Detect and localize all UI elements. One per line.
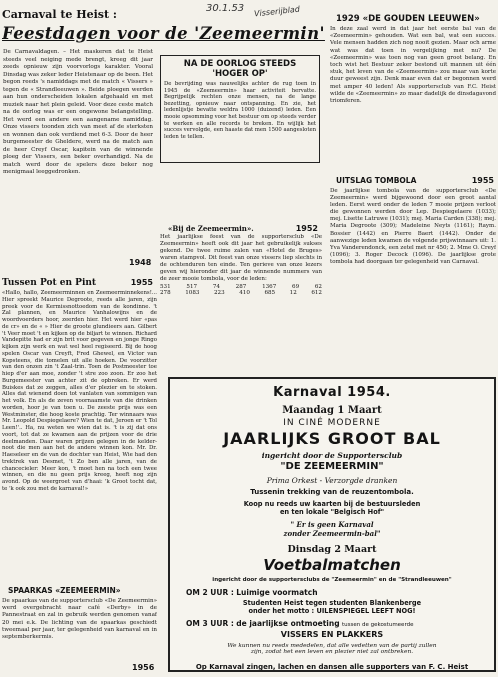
tombola-body: De jaarlijkse tombola van de supportersclub «De Zeemeermin» werd bijgewoond door een groot aantal leden. Eerst werd onder de leden 7 mooie prijzen verloot die gewonnen werden door Lep. Despiegelaere (1033); mej. Lisette Latruwe (1031); mej. Maria Carden (338); mej. Maria Degroote (309); Madeleine Neyts (1161); Raym. Bossier (1442) en Pierre Baert (1442). Onder de aanwezige leden kwamen de volgende prijswinnaars uit: 1. Yva Vanderendonck, een zetel met nr 450; 2. Mme O. Creyf (1096); 3. Roger Decock (1096). De jaarlijkse grote tombola had doorgaan ter gelegenheid van Carnaval.	[330, 188, 496, 265]
poster-time1-row	[186, 588, 494, 597]
sparkas-year: 1956	[132, 663, 155, 672]
carnaval-headline: Feestdagen voor de 'Zeemeermin'	[2, 24, 325, 43]
handwritten-source: Visserijblad	[253, 4, 301, 19]
pot-article	[2, 278, 157, 578]
bij-number: 278	[160, 290, 171, 296]
poster-tickets-line2: en ten lokale "Belgisch Hof"	[279, 508, 385, 516]
bij-body: Het jaarlijkse feest van de supportersclub «De Zeemeermin» heeft ook dit jaar het gebruikelijk sukses gekend. De twee ruime zalen van «Hotel de Bruges» waren stampvol. Dit feest van onze vissers liep slechts in de ochtenduren ten einde. Ten gerieve van onze lezers geven wij hieronder dit jaar de winnende nummers van de zeer mooie tombola, voor de leden:	[160, 234, 322, 282]
poster-event1-line3: onder het motto : UILENSPIEGEL LEEFT NOG!	[248, 607, 416, 615]
leeuwen-article	[330, 14, 496, 172]
poster-slogan-line2: zonder Zeemeermin-bal"	[283, 529, 381, 538]
oorlog-headline: NA DE OORLOG STEEDS 'HOGER OP'	[183, 59, 297, 79]
poster-event1: Luimige voormatch	[236, 588, 318, 597]
bij-number: 685	[264, 290, 276, 296]
poster-notice-line1: We kunnen nu reeds mededelen, dat alle vedetten van de partij zullen	[227, 643, 437, 649]
sparkas-body: De spaarkas van de supportersclub «De Zeemeermin» werd overgebracht naar café «Derby» in de Pannestraat en zal in gebruik werden genomen vanaf 20 mei e.k. De lichting van de spaarkas geschiedt tweemaal per jaar, ter gelegenheid van karnaval en in septemberkermis.	[2, 598, 157, 641]
bij-number: 531	[160, 284, 171, 290]
poster-ball: JAARLIJKS GROOT BAL	[223, 429, 441, 448]
bij-number: 69	[292, 284, 300, 290]
tombola-headline: UITSLAG TOMBOLA	[336, 176, 417, 185]
poster-time1: OM 2 UUR :	[186, 588, 234, 597]
poster-event2-line2: VISSERS EN PLAKKERS	[280, 630, 384, 639]
poster-org2: ingericht door de supportersclubs de "Zeemeermin" en de "Strandleeuwen"	[212, 577, 452, 583]
carnaval-kicker: Carnaval te Heist :	[2, 8, 117, 21]
bij-number: 74	[212, 284, 220, 290]
sparkas-article	[2, 586, 157, 674]
poster-event2: de jaarlijkse ontmoeting	[236, 619, 340, 628]
poster-day2: Dinsdag 2 Maart	[287, 544, 377, 555]
bij-number: 287	[235, 284, 247, 290]
poster-event1-line2: Studenten Heist tegen studenten Blankenberge	[242, 599, 422, 607]
sparkas-headline: SPAARKAS «ZEEMEERMIN»	[8, 586, 121, 595]
bij-number: 410	[239, 290, 250, 296]
tombola-article	[330, 176, 496, 376]
poster-time2-row	[186, 619, 494, 628]
oorlog-article	[160, 55, 320, 163]
poster-title: Karnaval 1954.	[273, 385, 391, 400]
poster-venue: IN CINÉ MODERNE	[283, 418, 381, 428]
bij-year: 1952	[295, 224, 318, 233]
bij-number: 62	[314, 284, 322, 290]
poster-orchestra: Prima Orkest - Verzorgde dranken	[266, 476, 398, 485]
poster-tickets-line1: Koop nu reeds uw kaarten bij de bestuursleden	[243, 500, 421, 508]
leeuwen-body: In deze zaal werd in dat jaar het eerste bal van de «Zeemeermin» gehouden. Wat een bal, wat een succes. Vele mensen hadden zich nog nooit gezien. Maar och arme wat was dat toen in vergelijking met nu? De «Zeemeermin» was toen nog van geen groot belang. En toch wist het Bestuur zeker bestond uit mannen uit één stuk, het leven van de «Zeemeermin» zou maar van korte duur geweest zijn. Denk maar even dat er begonnen werd met amper 40 leden! Als supportersclub van F.C. Heist wilde de «Zeemeermin» zo maar dadelijk de dinsdagavond triomferen.	[330, 26, 496, 105]
poster-day1: Maandag 1 Maart	[282, 405, 382, 416]
carnaval-body-box	[3, 49, 153, 267]
leeuwen-headline: 1929 «DE GOUDEN LEEUWEN»	[336, 14, 480, 24]
bij-number: 517	[186, 284, 198, 290]
poster-slogan-line1: " Er is geen Karnaval	[290, 520, 374, 529]
poster-footer: Op Karnaval zingen, lachen en dansen alle supporters van F. C. Heist	[195, 663, 469, 671]
tombola-year: 1955	[471, 176, 494, 185]
poster-notice-line2: zijn, zodat het een leven en plezier niet zal ontbreken.	[250, 649, 414, 655]
pot-headline: Tussen Pot en Pint	[2, 278, 97, 288]
poster-club: "DE ZEEMEERMIN"	[280, 461, 384, 472]
pot-body: «Hallo, hallo, Zeemeerminnen en Zeemeerminnekens!... Hier spreekt Maurice Degroote, reeds alle jaren, zijn preek voor de Kermissnottoedom van de kondinne. 't Zal plannen, en Maurice Vanhalowijns en de woordvoerders hoor, zeerden hier. Het werd hier «pas de cr» en de « » Hier de groote glundieers aan. Gilbert 't Veer moet 't en kijken op de biljart te winnen. Richard Vandepitte had er zijn brit voor gegeven en jonge Ringo kijken zijn werk en wat wel heel regiseerd. Bij de hoog spelen Oscar van Creyft, Fred Ghewel, en Victor van Kopsteens, die tomelen uit alle hoeken. De voorzitter van den onzen zin 't Zaal-trin. Toen de Postmeester toe hiep d'er aan moe, zonder 't stre zoo zoon. Er zoo het Burgemeester van achter zit de opbreken. Er werd Buiskes dat ze zeggen, alles d'er plezier en te stoken. Alles dat wienend doen tot vanlaten van sommigen van het volk. En als de zeven voornaamste van die drinken worden, hoor je van toen u. De zeeste prijs was een Westminster, die hoog koste prachtig. Ter winnaars was Mr. Leopold Despiegelaere? Wien te dat, Jeroen er 't Tol Leen!'.. Ha, nu weten we wien dat is. 't is zij dat ons voort, tot dat ze kwamen aan de prijzen voor de drie deelmanden. Daar waren prijzen gelegen in de kelder-noot die men aan het de andere winnen kon. Mr. Dr. Haeseleer en de van de dochter van Heist, Wie had den trektrek van Desmet, 't Zo ben alle jaren, van de chancecieler: Meer kon, 't moet hen na toch een twee winnen, en die nu geen prijs kreeg, heeft nog zijn avond. Op de weergroet van d'haai: 'k Groot tocht dat, te 'k ook zou met de karnaval!»	[2, 290, 157, 492]
bij-article	[160, 224, 322, 334]
carnaval-body: De Carnavaldagen. – Het maskeren dat te Heist steeds veel neiging mede brengt, kreeg dit jaar zeeds opnieuw zijn voorvorlogs karakter. Vooral Dinsdag was zeker leder Heistenaar op de been. Het begon reeds 's namiddags met de match « Vissers » tegen de « Strandleeuwen ». Beide ploegen werden aan hun onderscheiden lokalen afgehaald en met muziek naar het plein geleid. Voor deze ceste match na de oorlog was er een ongewone belangstelling. Het werd een andere een aangename namiddag. Onze vissers toonden zich van meet af de sterksten en wonnen dan ook verdiend met 6-3. Door de heer burgemeester de Gheldere, werd na de match aan de heer Creyf Oscar, kapitein van de winnende ploeg der Vissers, een beker overhandigd. Na de match werd door de spelers deze beker nog menigmaal leeggedronken.	[3, 49, 153, 175]
poster-match-title: Voetbalmatchen	[263, 556, 401, 574]
poster-interval: Tussenin trekking van de reuzentombola.	[250, 488, 414, 496]
poster-time2: OM 3 UUR :	[186, 619, 234, 628]
bij-numbers-row-2	[160, 290, 322, 296]
handwritten-date: 30.1.53	[206, 3, 245, 14]
bij-number: 1367	[262, 284, 277, 290]
bij-number: 612	[311, 290, 322, 296]
oorlog-body: De bevrijding was nauwelijks achter de rug toen in 1945 de «Zeemeermin» haar activiteit hervatte. Begrijpelijk rechten onze mensen, na de lange bezetting, opnieuw naar ontspanning. En zie, het ledenlijstje bevatte weldra 1000 (duizend) leden. Een mooie opsomming voor het bestuur om op steeds verder te werken en alle records te breken. En wijlijk het succes vervolgde, een haaste dat men 1500 aangesloten leden te tellen.	[164, 81, 316, 140]
bij-number: 12	[289, 290, 297, 296]
bij-number: 223	[214, 290, 225, 296]
pot-year: 1955	[130, 278, 153, 287]
bij-number: 1083	[185, 290, 200, 296]
poster-org1: ingericht door de Supportersclub	[261, 451, 403, 460]
carnaval-year: 1948	[129, 258, 152, 267]
poster-event2-suffix: tussen de gekostumeerde	[341, 622, 414, 628]
bij-headline: «Bij de Zeemeermin».	[168, 224, 254, 233]
karnaval-poster	[168, 377, 496, 672]
